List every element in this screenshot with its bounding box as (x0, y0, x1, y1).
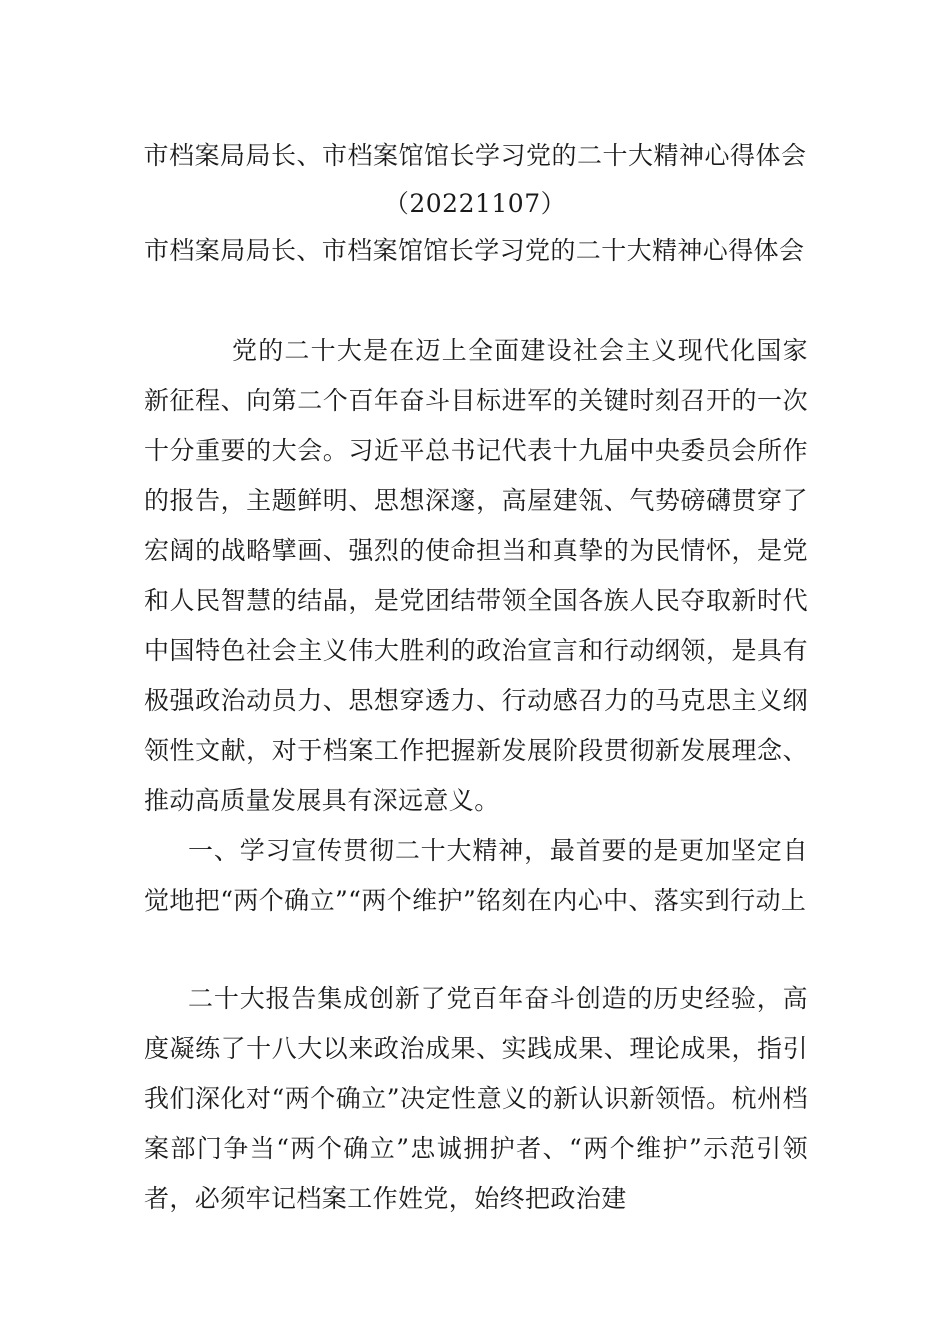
document-subtitle: 市档案局局长、市档案馆馆长学习党的二十大精神心得体会 (144, 236, 805, 265)
document-title: 市档案局局长、市档案馆馆长学习党的二十大精神心得体会（20221107） (143, 141, 807, 218)
paragraph-section-1: 二十大报告集成创新了党百年奋斗创造的历史经验，高度凝练了十八大以来政治成果、实践成果、理论成果，指引我们深化对“两个确立”决定性意义的新认识新领悟。杭州档案部门争当“两个确立”忠诚拥护者、“两个维护”示范引领者，必须牢记档案工作姓党，始终把政治建 (144, 984, 808, 1213)
section-heading-1: 一、学习宣传贯彻二十大精神，最首要的是更加坚定自觉地把“两个确立”“两个维护”铭刻在内心中、落实到行动上 (144, 836, 808, 915)
paragraph-intro: 党的二十大是在迈上全面建设社会主义现代化国家新征程、向第二个百年奋斗目标进军的关键时刻召开的一次十分重要的大会。习近平总书记代表十九届中央委员会所作的报告，主题鲜明、思想深邃，高屋建瓴、气势磅礴贯穿了宏阔的战略擘画、强烈的使命担当和真挚的为民情怀，是党和人民智慧的结晶，是党团结带领全国各族人民夺取新时代中国特色社会主义伟大胜利的政治宣言和行动纲领，是具有极强政治动员力、思想穿透力、行动感召力的马克思主义纲领性文献，对于档案工作把握新发展阶段贯彻新发展理念、推动高质量发展具有深远意义。 (144, 336, 808, 815)
